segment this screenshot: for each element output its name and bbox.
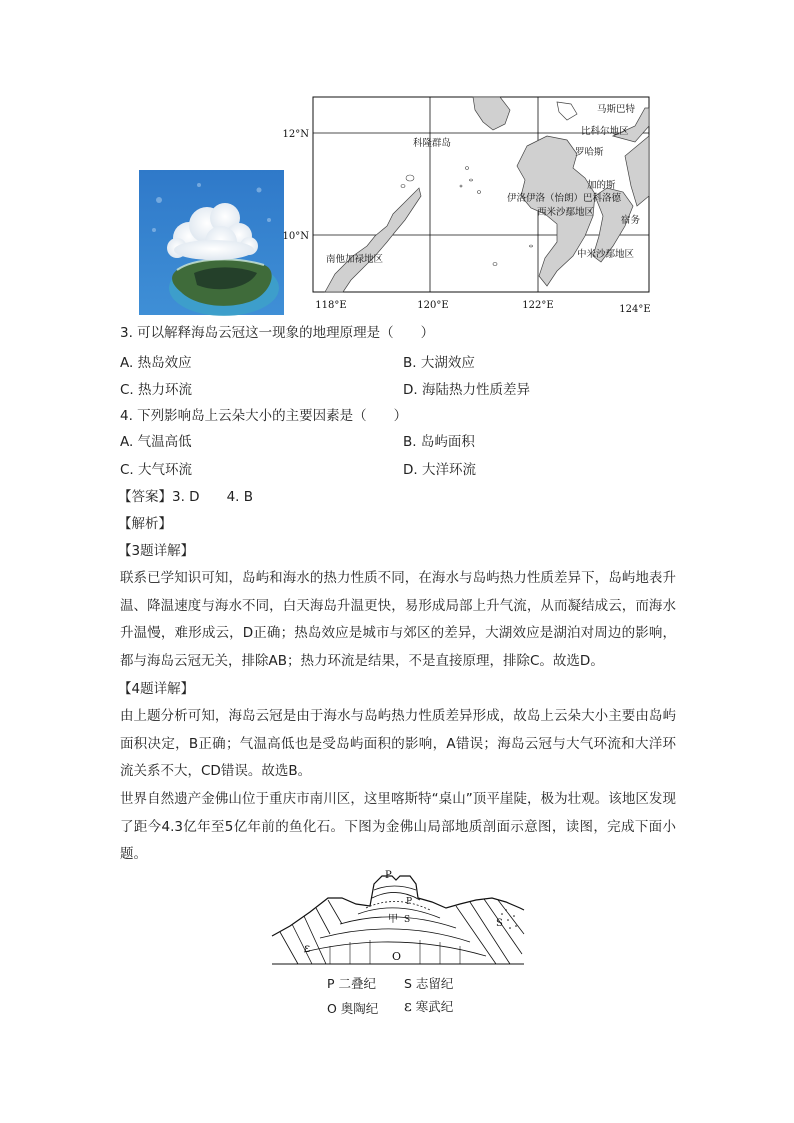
place-western-visayas: 西米沙鄢地区 xyxy=(537,207,595,218)
island-cloud-photo xyxy=(139,170,284,315)
legend-silurian: S 志留纪 xyxy=(404,976,454,991)
question-3-option-b: B. 大湖效应 xyxy=(403,355,475,371)
place-jiades: 加的斯 xyxy=(587,180,616,191)
place-iloilo-bacolod: 伊洛伊洛（怡朗）巴科洛德 xyxy=(507,193,622,204)
question-4-option-b: B. 岛屿面积 xyxy=(403,434,475,450)
question-3-option-d: D. 海陆热力性质差异 xyxy=(403,382,530,398)
label-p-top: P xyxy=(385,870,392,881)
lat-10-label: 10°N xyxy=(282,231,309,242)
question-4-option-d: D. 大洋环流 xyxy=(403,462,476,478)
legend-ordovician: O 奥陶纪 xyxy=(327,1001,379,1016)
question-4-stem: 4. 下列影响岛上云朵大小的主要因素是（ ） xyxy=(120,408,408,424)
answer-line: 【答案】3. D 4. B xyxy=(118,489,253,505)
lon-120-label: 120°E xyxy=(417,300,449,311)
lat-12-label: 12°N xyxy=(282,129,309,140)
question-3-option-a: A. 热岛效应 xyxy=(120,355,192,371)
label-s-right: S xyxy=(496,918,503,929)
detail-4-heading: 【4题详解】 xyxy=(118,681,195,697)
place-central-visayas: 中米沙鄢地区 xyxy=(577,249,635,260)
place-bicol: 比科尔地区 xyxy=(581,126,629,137)
analysis-heading: 【解析】 xyxy=(118,516,172,532)
legend-permian: P 二叠纪 xyxy=(327,976,377,991)
place-masbate: 马斯巴特 xyxy=(597,104,636,115)
label-s-mid: S xyxy=(404,915,411,925)
place-roxas: 罗哈斯 xyxy=(575,147,604,158)
detail-3-heading: 【3题详解】 xyxy=(118,543,195,559)
place-cebu: 宿务 xyxy=(621,215,641,226)
place-coron: 科隆群岛 xyxy=(413,138,452,149)
question-4-option-a: A. 气温高低 xyxy=(120,434,192,450)
lon-124-label: 124°E xyxy=(619,304,651,315)
lon-118-label: 118°E xyxy=(315,300,347,311)
place-south-tagalog: 南他加禄地区 xyxy=(326,254,384,265)
cambrian-symbol: ε xyxy=(404,997,412,1015)
detail-3-text: 联系已学知识可知，岛屿和海水的热力性质不同，在海水与岛屿热力性质差异下，岛屿地表升温、降温速度与海水不同，白天海岛升温更快，易形成局部上升气流，从而凝结成云，而海水升温慢，难形成云，D正确；热岛效应是城市与郊区的差异，大湖效应是湖泊对周边的影响，都与海岛云冠无关，排除AB；热力环流是结果，不是直接原理，排除C。故选D。 xyxy=(120,570,676,669)
label-jia: 甲 xyxy=(388,914,398,925)
philippines-map xyxy=(282,96,657,318)
label-p-mid: P xyxy=(406,897,413,907)
intro-text: 世界自然遗产金佛山位于重庆市南川区，这里喀斯特“桌山”顶平崖陡，极为壮观。该地区发现了距今4.3亿年至5亿年前的鱼化石。下图为金佛山局部地质剖面示意图，读图，完成下面小题。 xyxy=(120,791,676,862)
label-e: ε xyxy=(304,941,311,955)
detail-4-text: 由上题分析可知，海岛云冠是由于海水与岛屿热力性质差异形成，故岛上云朵大小主要由岛屿面积决定，B正确；气温高低也是受岛屿面积的影响，A错误；海岛云冠与大气环流和大洋环流关系不大，CD错误。故选B。 xyxy=(120,708,676,779)
question-3-stem: 3. 可以解释海岛云冠这一现象的地理原理是（ ） xyxy=(120,325,435,341)
question-3-option-c: C. 热力环流 xyxy=(120,382,193,398)
geologic-section-diagram xyxy=(270,868,526,968)
lon-122-label: 122°E xyxy=(522,300,554,311)
label-o: O xyxy=(392,950,402,963)
question-4-option-c: C. 大气环流 xyxy=(120,462,193,478)
legend-cambrian-label: 寒武纪 xyxy=(415,999,454,1014)
legend-cambrian xyxy=(404,997,453,1015)
